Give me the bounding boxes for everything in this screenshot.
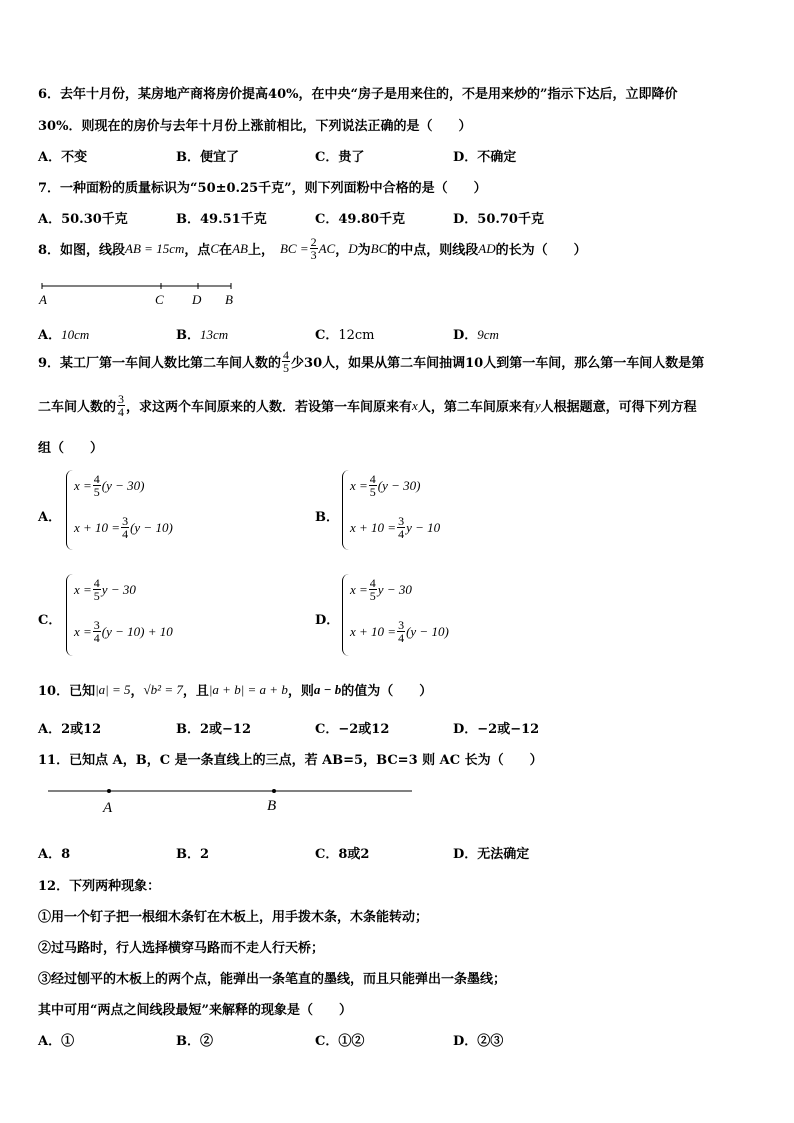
q8-text: 的长为（ ） [495, 243, 587, 258]
q11-option-d: D．无法确定 [453, 847, 530, 862]
q6-line2: 30%．则现在的房价与去年十月份上涨前相比，下列说法正确的是（ ） [38, 119, 472, 134]
q9-fraction [117, 393, 125, 418]
q8-text: 8．如图，线段 [38, 243, 126, 258]
q9-text: 少30人，如果从第二车间抽调10人到第一车间，那么第一车间人数是第 [291, 356, 705, 371]
q10-option-c: C．−2或12 [315, 722, 390, 737]
frac-numerator: 2 [310, 235, 317, 249]
q8-math: D [348, 240, 358, 256]
q9-option-d-label: D． [315, 613, 340, 628]
frac-denominator: 5 [93, 485, 100, 499]
q12-option-a: A．① [38, 1034, 75, 1049]
eq-fraction [93, 577, 101, 602]
eq-rhs: (y − 30) [377, 477, 421, 493]
q9-option-d-brace [342, 574, 349, 656]
q12-item-3: ③经过刨平的木板上的两个点，能弹出一条笔直的墨线，而且只能弹出一条墨线； [38, 972, 507, 987]
q9-option-d-eq1 [350, 577, 412, 602]
q8-text: 在 [219, 243, 233, 258]
eq-lhs: x + 10 = [350, 623, 397, 639]
q8-text: 为 [357, 243, 371, 258]
frac-denominator: 5 [369, 485, 376, 499]
frac-denominator: 5 [369, 589, 376, 603]
eq-fraction [397, 515, 405, 540]
q9-option-a-eq2 [74, 515, 173, 540]
q9-text: 9．某工厂第一车间人数比第二车间人数的 [38, 356, 282, 371]
option-value: 13cm [200, 327, 229, 342]
frac-denominator: 5 [93, 589, 100, 603]
q9-option-b-eq1 [350, 473, 421, 498]
q12-question: 其中可用“两点之间线段最短”来解释的现象是（ ） [38, 1003, 352, 1018]
q8-text: 的中点，则线段 [387, 243, 479, 258]
q9-option-c-eq1 [74, 577, 136, 602]
label-b: B [225, 292, 233, 307]
q10-option-a: A．2或12 [38, 722, 102, 737]
q9-line1 [38, 349, 704, 374]
eq-lhs: x = [74, 477, 92, 493]
q10-option-b: B．2或−12 [176, 722, 252, 737]
frac-numerator: 4 [369, 576, 376, 590]
frac-numerator: 4 [369, 472, 376, 486]
q8-text: ，点 [184, 243, 211, 258]
q9-math: y [534, 397, 541, 413]
frac-numerator: 4 [93, 576, 100, 590]
q9-line2 [38, 393, 697, 418]
frac-denominator: 3 [310, 248, 317, 262]
q12-title: 12．下列两种现象： [38, 879, 161, 894]
q8-segment-figure [34, 278, 244, 308]
eq-fraction [93, 473, 101, 498]
q8-option-c [315, 324, 375, 343]
eq-lhs: x + 10 = [74, 519, 121, 535]
q7-line1: 7．一种面粉的质量标识为“50±0.25千克”，则下列面粉中合格的是（ ） [38, 181, 487, 196]
q9-text: ，求这两个车间原来的人数．若设第一车间原来有 [126, 400, 413, 415]
q9-option-c-label: C． [38, 613, 62, 628]
frac-denominator: 4 [398, 527, 405, 541]
label-b: B [267, 798, 277, 814]
eq-fraction [121, 515, 129, 540]
q9-option-a-eq1 [74, 473, 145, 498]
eq-lhs: x = [350, 477, 368, 493]
eq-lhs: x + 10 = [350, 519, 397, 535]
point-a [107, 789, 111, 793]
frac-numerator: 4 [93, 472, 100, 486]
q8-stem [38, 236, 587, 261]
q12-item-1: ①用一个钉子把一根细木条钉在木板上，用手拨木条，木条能转动； [38, 910, 429, 925]
option-label: A． [38, 328, 62, 343]
q8-math: BC [370, 240, 388, 256]
eq-fraction [397, 619, 405, 644]
q9-text: 人根据题意，可得下列方程 [540, 400, 697, 415]
eq-rhs: y − 30 [377, 581, 412, 597]
q10-text: ，且 [182, 684, 209, 699]
q8-math: AD [478, 240, 496, 256]
eq-rhs: (y − 10) [130, 519, 173, 535]
frac-denominator: 4 [122, 527, 129, 541]
q6-option-d: D．不确定 [453, 150, 517, 165]
q12-item-2: ②过马路时，行人选择横穿马路而不走人行天桥； [38, 941, 325, 956]
q10-math: |a + b| = a + b [208, 681, 288, 697]
q8-text: ， [335, 243, 349, 258]
q10-text: ， [130, 684, 144, 699]
q9-fraction [282, 349, 290, 374]
q10-text: 的值为（ ） [341, 684, 433, 699]
q9-option-a-label: A． [38, 510, 62, 525]
eq-lhs: x = [74, 581, 92, 597]
q11-option-c: C．8或2 [315, 847, 370, 862]
eq-rhs: (y − 10) + 10 [101, 623, 173, 639]
eq-fraction [369, 473, 377, 498]
q12-option-d: D．②③ [453, 1034, 504, 1049]
frac-denominator: 4 [93, 631, 100, 645]
q11-stem: 11．已知点 A，B，C 是一条直线上的三点，若 AB=5，BC=3 则 AC 长为（ ） [38, 753, 543, 768]
eq-lhs: x = [74, 623, 92, 639]
q10-text: 10．已知 [38, 684, 96, 699]
q10-text: ，则 [287, 684, 314, 699]
q6-option-c: C．贵了 [315, 150, 365, 165]
q11-line-figure [44, 782, 416, 816]
eq-rhs: (y − 10) [406, 623, 449, 639]
q10-option-d: D．−2或−12 [453, 722, 540, 737]
q9-option-b-brace [342, 470, 349, 550]
option-label: B． [176, 328, 200, 343]
frac-numerator: 3 [93, 618, 100, 632]
q7-option-b: B．49.51千克 [176, 212, 267, 227]
q8-math: BC = [279, 240, 309, 256]
option-value: 12cm [338, 328, 375, 343]
q9-text: 人，第二车间原来有 [417, 400, 535, 415]
q10-math: |a| = 5 [95, 681, 131, 697]
q8-fraction [310, 236, 318, 261]
frac-denominator: 4 [118, 405, 125, 419]
frac-denominator: 4 [398, 631, 405, 645]
q8-option-b [176, 324, 228, 343]
frac-numerator: 3 [122, 514, 129, 528]
q9-math: x [412, 397, 418, 413]
eq-rhs: y − 30 [101, 581, 136, 597]
frac-numerator: 3 [118, 392, 125, 406]
q10-stem [38, 680, 432, 699]
option-label: D． [453, 328, 478, 343]
eq-fraction [93, 619, 101, 644]
q7-option-c: C．49.80千克 [315, 212, 406, 227]
frac-numerator: 4 [283, 348, 290, 362]
q8-text: 上， [247, 243, 274, 258]
label-a: A [103, 800, 113, 816]
q6-line1: 6．去年十月份，某房地产商将房价提高40%，在中央“房子是用来住的，不是用来炒的”指示下达后，立即降价 [38, 87, 678, 102]
q8-math: AB = 15cm [125, 240, 185, 256]
q12-option-b: B．② [176, 1034, 213, 1049]
q8-math: AC [318, 240, 336, 256]
q9-option-c-eq2 [74, 619, 173, 644]
q6-option-a: A．不变 [38, 150, 88, 165]
q8-math: AB [232, 240, 248, 256]
frac-numerator: 3 [398, 618, 405, 632]
q11-option-a: A．8 [38, 847, 71, 862]
eq-fraction [369, 577, 377, 602]
q9-option-b-eq2 [350, 515, 440, 540]
q9-option-a-brace [66, 470, 73, 550]
q7-option-d: D．50.70千克 [453, 212, 544, 227]
q11-option-b: B．2 [176, 847, 210, 862]
eq-lhs: x = [350, 581, 368, 597]
frac-numerator: 3 [398, 514, 405, 528]
eq-rhs: (y − 30) [101, 477, 145, 493]
q9-line3: 组（ ） [38, 441, 104, 456]
option-value: 10cm [61, 327, 90, 342]
option-label: C． [315, 328, 339, 343]
frac-denominator: 5 [283, 361, 290, 375]
q9-text: 二车间人数的 [38, 400, 117, 415]
label-c: C [155, 292, 164, 307]
q10-math: √b² = 7 [143, 681, 183, 697]
point-b [272, 789, 276, 793]
eq-rhs: y − 10 [406, 519, 441, 535]
q9-option-b-label: B． [315, 510, 339, 525]
label-d: D [192, 292, 202, 307]
q12-option-c: C．①② [315, 1034, 365, 1049]
label-a: A [39, 292, 47, 307]
q9-option-c-brace [66, 574, 73, 656]
q6-option-b: B．便宜了 [176, 150, 239, 165]
q10-math: a − b [313, 681, 342, 697]
option-value: 9cm [477, 327, 499, 342]
q7-option-a: A．50.30千克 [38, 212, 128, 227]
q8-option-a [38, 324, 89, 343]
q8-option-d [453, 324, 499, 343]
q8-math: C [210, 240, 220, 256]
q9-option-d-eq2 [350, 619, 449, 644]
